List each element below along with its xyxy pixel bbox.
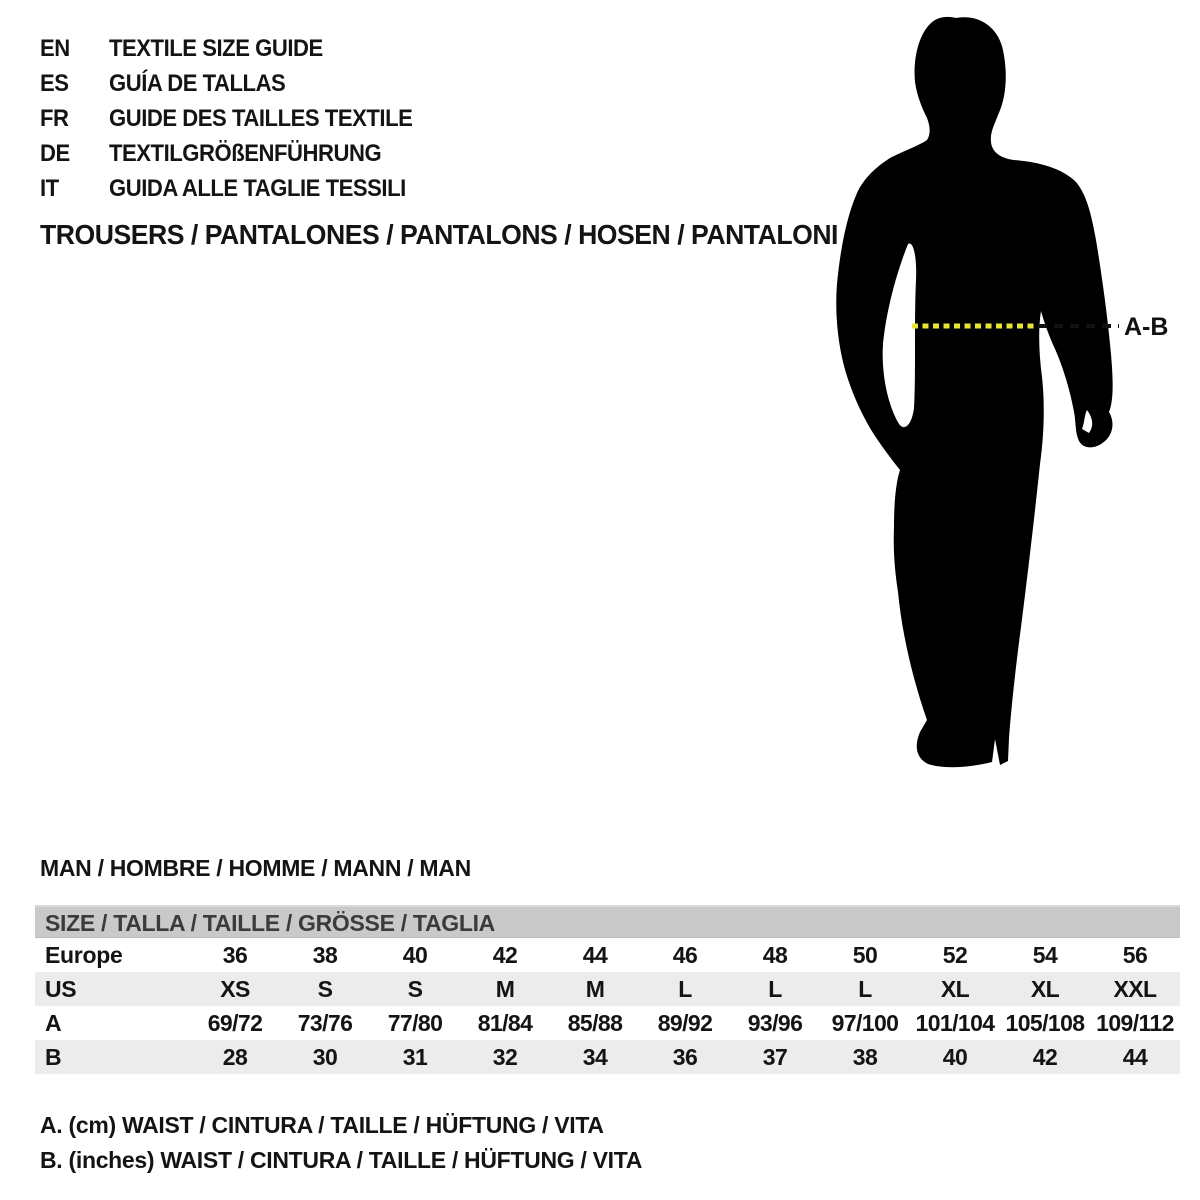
size-cell: 44 xyxy=(1122,1043,1148,1070)
size-cell: 46 xyxy=(672,941,698,968)
lang-code-de: DE xyxy=(40,139,70,167)
row-label: A xyxy=(45,1009,62,1036)
lang-code-fr: FR xyxy=(40,104,69,132)
table-row-a-cm xyxy=(35,1006,1180,1040)
row-label: Europe xyxy=(45,941,123,968)
lang-label-es: GUÍA DE TALLAS xyxy=(109,69,286,97)
size-cell: 30 xyxy=(312,1043,338,1070)
size-cell: 40 xyxy=(942,1043,968,1070)
size-cell: 105/108 xyxy=(1005,1009,1085,1036)
silhouette-body xyxy=(836,17,1112,767)
size-cell: S xyxy=(407,975,423,1002)
lang-label-fr: GUIDE DES TAILLES TEXTILE xyxy=(109,104,413,132)
row-label: US xyxy=(45,975,77,1002)
size-cell: 38 xyxy=(312,941,338,968)
size-cell: 40 xyxy=(402,941,428,968)
size-table xyxy=(35,905,1180,1074)
man-silhouette-figure xyxy=(828,12,1168,782)
lang-code-es: ES xyxy=(40,69,69,97)
size-cell: 48 xyxy=(762,941,788,968)
size-cell: 42 xyxy=(492,941,518,968)
size-cell: S xyxy=(317,975,333,1002)
size-cell: 42 xyxy=(1032,1043,1058,1070)
size-cell: 36 xyxy=(672,1043,698,1070)
size-cell: 89/92 xyxy=(657,1009,713,1036)
size-cell: 73/76 xyxy=(297,1009,353,1036)
footnote-b-inches: B. (inches) WAIST / CINTURA / TAILLE / HÜFTUNG / VITA xyxy=(40,1147,643,1173)
size-cell: XS xyxy=(220,975,250,1002)
size-cell: XL xyxy=(940,975,970,1002)
size-cell: L xyxy=(768,975,782,1002)
table-row-b-inches xyxy=(35,1040,1180,1074)
size-cell: 97/100 xyxy=(831,1009,899,1036)
size-cell: 32 xyxy=(492,1043,518,1070)
size-cell: 101/104 xyxy=(915,1009,995,1036)
size-cell: 77/80 xyxy=(387,1009,443,1036)
size-cell: 85/88 xyxy=(567,1009,623,1036)
table-row-europe xyxy=(35,938,1180,972)
size-cell: 56 xyxy=(1122,941,1148,968)
measure-label: A-B xyxy=(1124,313,1168,341)
size-cell: 109/112 xyxy=(1096,1009,1174,1036)
size-cell: XL xyxy=(1030,975,1060,1002)
size-cell: 31 xyxy=(402,1043,428,1070)
size-cell: 50 xyxy=(852,941,878,968)
lang-code-it: IT xyxy=(40,174,59,202)
size-cell: 81/84 xyxy=(477,1009,533,1036)
language-guide-list xyxy=(40,31,412,206)
size-table-header: SIZE / TALLA / TAILLE / GRÖSSE / TAGLIA xyxy=(35,905,1180,938)
size-cell: 93/96 xyxy=(747,1009,803,1036)
row-label: B xyxy=(45,1043,62,1070)
size-cell: 44 xyxy=(582,941,608,968)
size-cell: L xyxy=(858,975,872,1002)
size-cell: M xyxy=(585,975,605,1002)
category-title: TROUSERS / PANTALONES / PANTALONS / HOSEN / PANTALONI xyxy=(40,219,838,250)
lang-code-en: EN xyxy=(40,34,70,62)
size-cell: 54 xyxy=(1032,941,1058,968)
size-cell: 36 xyxy=(222,941,248,968)
lang-label-it: GUIDA ALLE TAGLIE TESSILI xyxy=(109,174,406,202)
section-title-man: MAN / HOMBRE / HOMME / MANN / MAN xyxy=(40,855,471,881)
size-cell: 34 xyxy=(582,1043,608,1070)
size-cell: M xyxy=(495,975,515,1002)
footnote-a-cm: A. (cm) WAIST / CINTURA / TAILLE / HÜFTUNG / VITA xyxy=(40,1112,604,1138)
size-cell: 28 xyxy=(222,1043,248,1070)
lang-label-de: TEXTILGRÖßENFÜHRUNG xyxy=(109,139,382,167)
size-cell: XXL xyxy=(1113,975,1157,1002)
size-cell: 69/72 xyxy=(207,1009,263,1036)
size-cell: 37 xyxy=(762,1043,788,1070)
lang-label-en: TEXTILE SIZE GUIDE xyxy=(109,34,323,62)
size-cell: L xyxy=(678,975,692,1002)
size-cell: 38 xyxy=(852,1043,878,1070)
size-cell: 52 xyxy=(942,941,968,968)
table-row-us xyxy=(35,972,1180,1006)
